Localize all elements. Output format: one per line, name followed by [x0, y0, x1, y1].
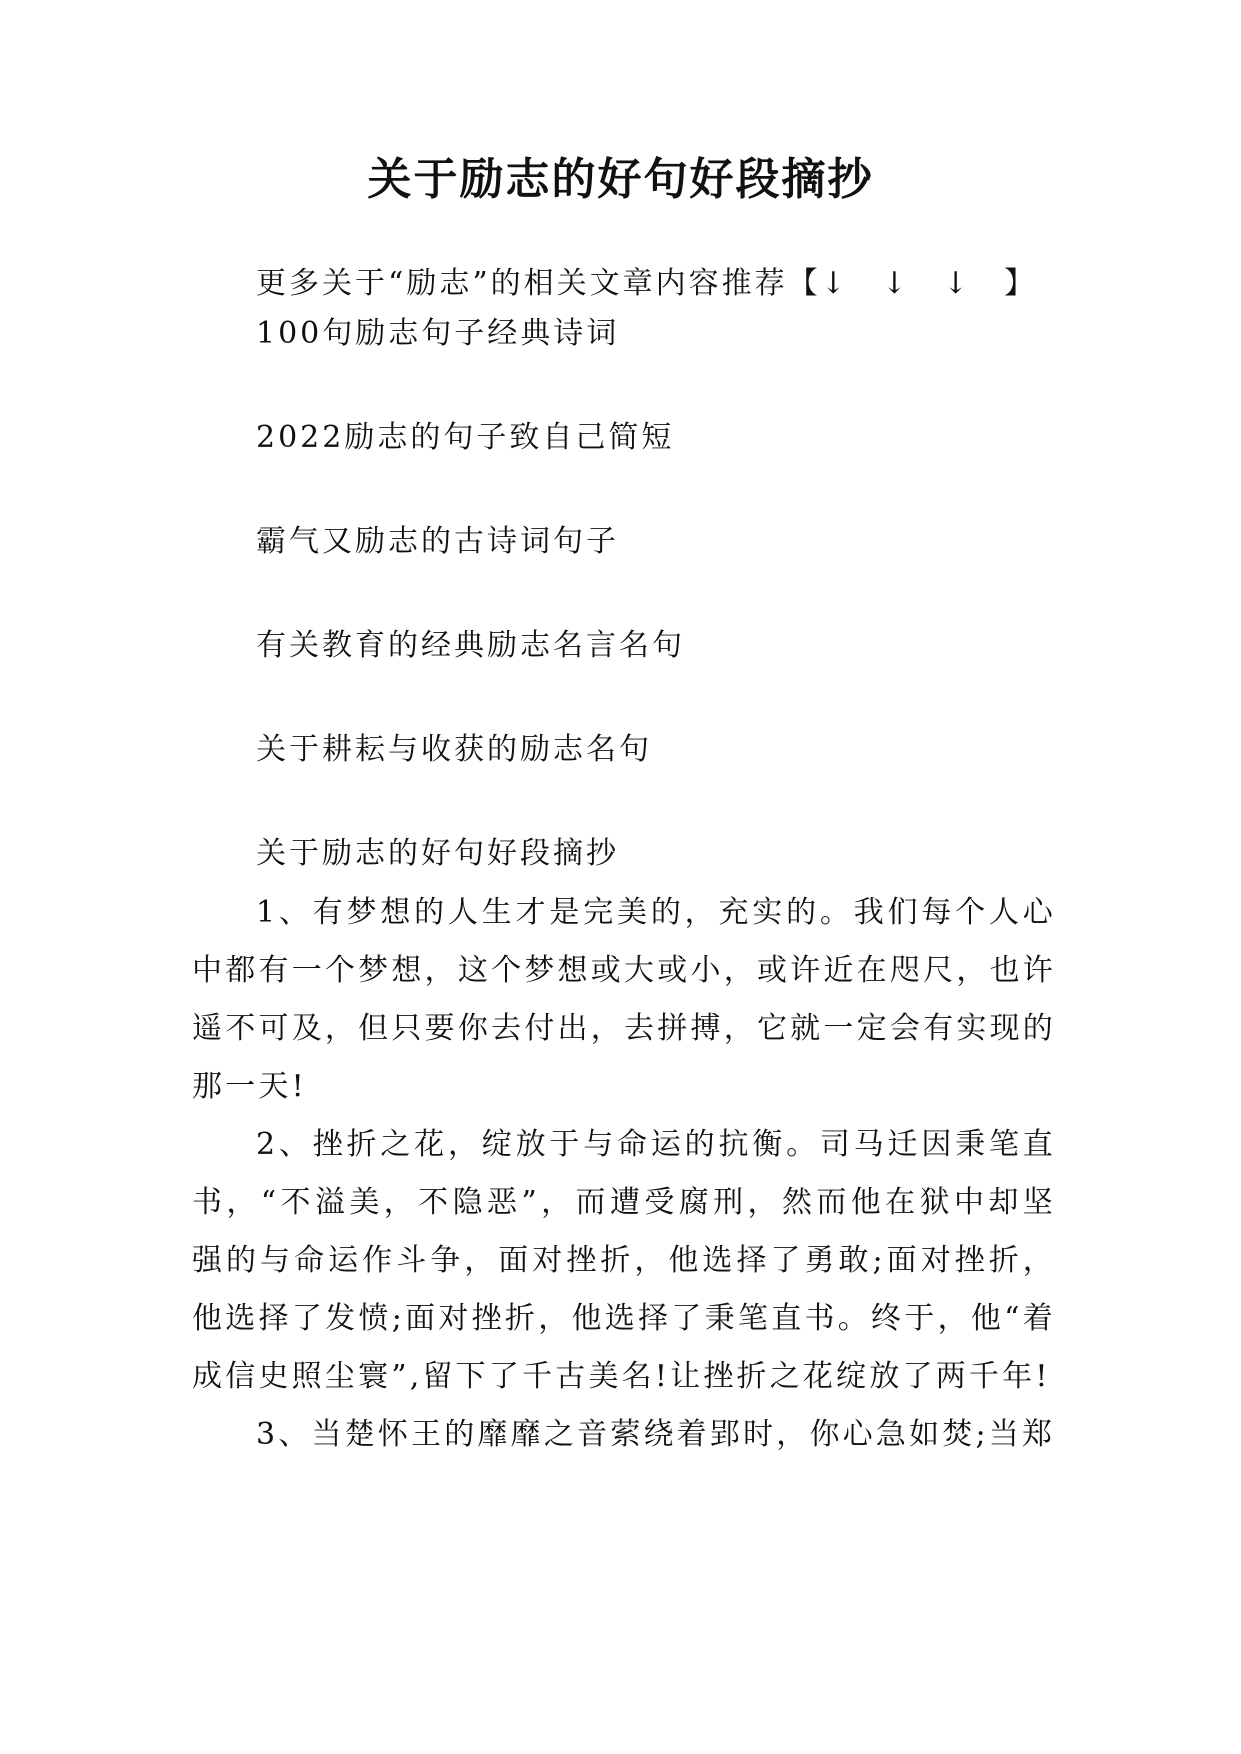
related-article-link[interactable]: 100句励志句子经典诗词: [256, 316, 620, 351]
related-article-link[interactable]: 2022励志的句子致自己简短: [256, 420, 675, 455]
article-paragraph: 3、当楚怀王的靡靡之音萦绕着郢时，你心急如焚;当郑: [256, 1417, 1056, 1452]
document-title: 关于励志的好句好段摘抄: [367, 154, 874, 205]
related-article-link[interactable]: 霸气又励志的古诗词句子: [256, 524, 619, 559]
related-article-link[interactable]: 关于耕耘与收获的励志名句: [256, 732, 652, 767]
recommend-intro: 更多关于“励志”的相关文章内容推荐【↓ ↓ ↓ 】: [256, 266, 1038, 301]
article-paragraph: 2、挫折之花，绽放于与命运的抗衡。司马迁因秉笔直书，“不溢美，不隐恶”，而遭受腐刑，然而他在狱中却坚强的与命运作斗争，面对挫折，他选择了勇敢;面对挫折，他选择了发愤;面对挫折，他选择了秉笔直书。终于，他“着成信史照尘寰”,留下了千古美名!让挫折之花绽放了两千年!: [192, 1127, 1056, 1394]
article-body: [192, 884, 1056, 1464]
related-article-link[interactable]: 有关教育的经典励志名言名句: [256, 628, 685, 663]
article-paragraph: 1、有梦想的人生才是完美的，充实的。我们每个人心中都有一个梦想，这个梦想或大或小，或许近在咫尺，也许遥不可及，但只要你去付出，去拼搏，它就一定会有实现的那一天!: [192, 895, 1056, 1104]
section-heading: 关于励志的好句好段摘抄: [256, 836, 619, 871]
